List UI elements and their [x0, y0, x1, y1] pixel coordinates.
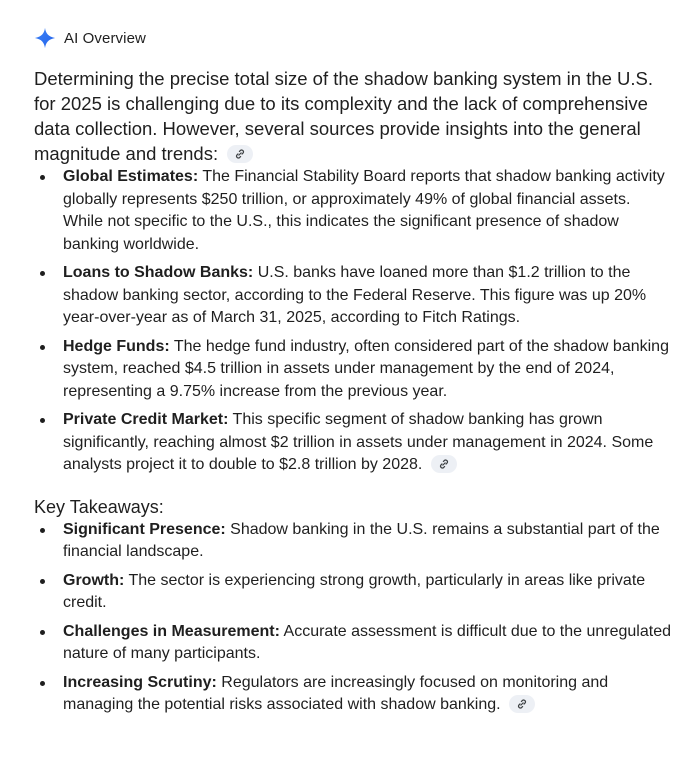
ai-overview-panel: [34, 26, 674, 723]
list-item: [34, 570, 674, 615]
bullet-dot: [40, 630, 45, 635]
list-item: [34, 519, 674, 564]
bullet-dot: [40, 175, 45, 180]
list-item-text: Accurate assessment is difficult due to the unregulated nature of many participants.: [63, 622, 671, 662]
bullet-dot: [40, 418, 45, 423]
list-item: [34, 336, 674, 404]
source-link-button[interactable]: [509, 695, 535, 713]
findings-list: [34, 166, 674, 477]
source-link-button[interactable]: [227, 145, 253, 163]
list-item-title: Private Credit Market:: [63, 411, 229, 428]
bullet-dot: [40, 681, 45, 686]
intro-text: Determining the precise total size of the shadow banking system in the U.S. for 2025 is challenging due to its complexity and the lack of comprehensive data collection. However, several sources provide insights into the general magnitude and trends:: [34, 68, 654, 164]
ai-overview-title: AI Overview: [64, 29, 146, 47]
list-item: [34, 409, 674, 477]
list-item: [34, 166, 674, 256]
list-item-text: This specific segment of shadow banking has grown significantly, reaching almost $2 trillion in assets under management in 2024. Some analysts project it to double to $2.8 trillion by 2028.: [63, 411, 654, 473]
list-item-text: Shadow banking in the U.S. remains a substantial part of the financial landscape.: [63, 520, 660, 560]
key-takeaways-heading: Key Takeaways:: [34, 496, 164, 517]
bullet-dot: [40, 579, 45, 584]
link-icon: [516, 698, 528, 710]
list-item-text: The sector is experiencing strong growth, particularly in areas like private credit.: [63, 571, 646, 611]
list-item: [34, 621, 674, 666]
list-item-title: Loans to Shadow Banks:: [63, 264, 254, 281]
link-icon: [438, 458, 450, 470]
list-item-title: Challenges in Measurement:: [63, 622, 280, 640]
takeaways-list: [34, 519, 674, 717]
bullet-dot: [40, 271, 45, 276]
list-item-title: Growth:: [63, 571, 125, 589]
list-item-title: Significant Presence:: [63, 520, 226, 538]
list-item-text: Regulators are increasingly focused on monitoring and managing the potential risks associated with shadow banking.: [63, 673, 609, 713]
link-icon: [234, 148, 246, 160]
list-item-title: Increasing Scrutiny:: [63, 673, 217, 691]
sparkle-icon: [34, 27, 56, 49]
list-item-title: Global Estimates:: [63, 168, 199, 185]
source-link-button[interactable]: [431, 455, 457, 473]
list-item-title: Hedge Funds:: [63, 337, 170, 355]
ai-overview-header: [34, 26, 674, 50]
bullet-dot: [40, 528, 45, 533]
list-item-text: The Financial Stability Board reports that shadow banking activity globally represents $250 trillion, or approximately 49% of global financial assets. While not specific to the U.S., this indicates the significant presence of shadow banking worldwide.: [63, 168, 665, 253]
bullet-dot: [40, 345, 45, 350]
list-item: [34, 262, 674, 330]
list-item: [34, 672, 674, 717]
intro-paragraph: [34, 66, 674, 166]
list-item-text: The hedge fund industry, often considered part of the shadow banking system, reached $4.5 trillion in assets under management by the end of 2024, representing a 9.75% increase from the previous year.: [63, 337, 669, 400]
list-item-text: U.S. banks have loaned more than $1.2 trillion to the shadow banking sector, according to the Federal Reserve. This figure was up 20% year-over-year as of March 31, 2025, according to Fitch Ratings.: [63, 264, 647, 326]
